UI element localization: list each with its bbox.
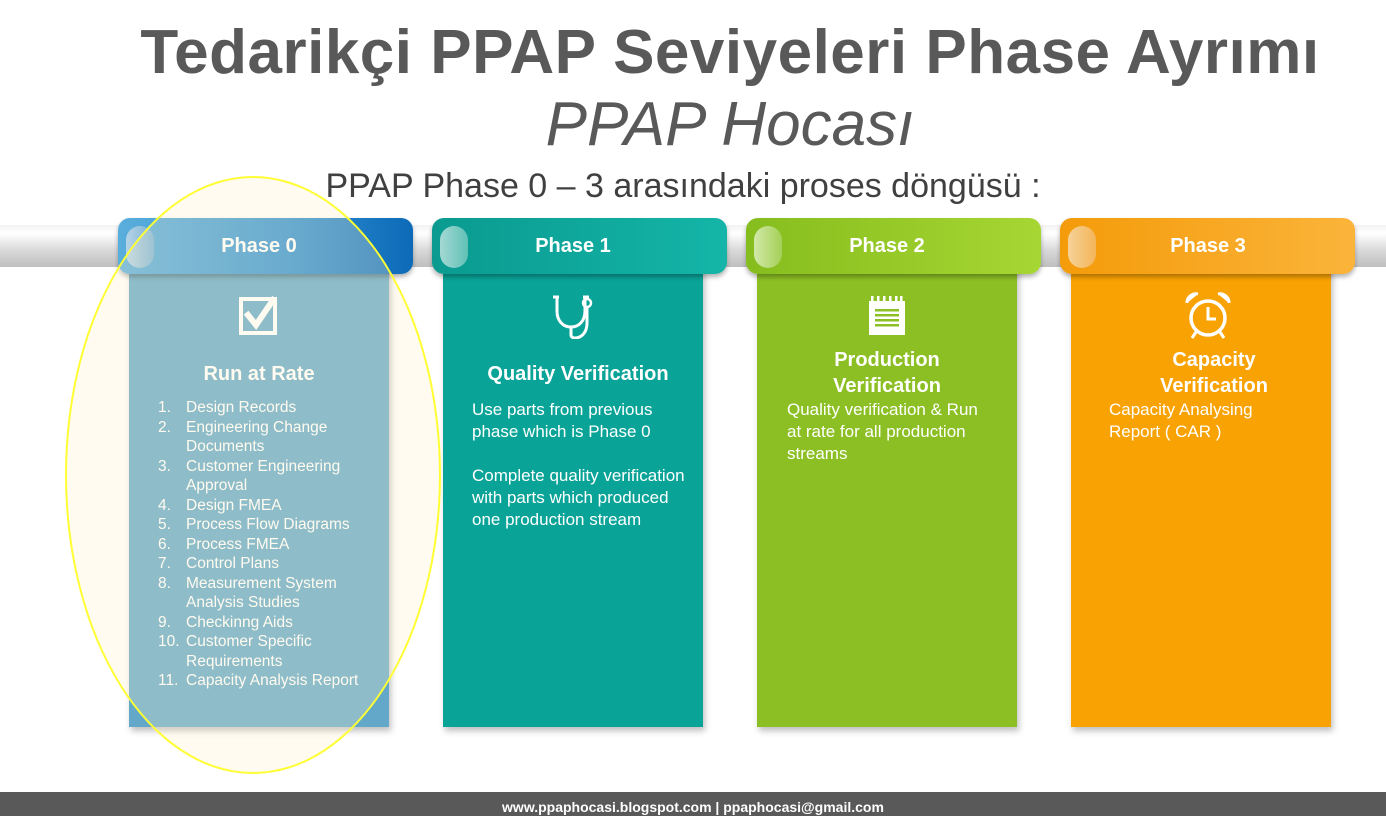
list-number: 5.: [158, 516, 171, 533]
list-number: 4.: [158, 496, 171, 514]
list-item: [158, 554, 378, 574]
phase-2-description: [787, 399, 987, 465]
list-item: [158, 574, 378, 613]
list-item-text: Customer Specific Requirements: [186, 633, 312, 670]
list-item-text: Control Plans: [186, 555, 280, 572]
paragraph: Quality verification & Run at rate for all production streams: [787, 400, 978, 463]
phase-0-requirements-list: [158, 398, 378, 691]
page-subtitle: PPAP Hocası: [545, 90, 915, 159]
list-item: [158, 671, 378, 691]
paragraph: Complete quality verification with parts which produced one production stream: [472, 466, 685, 529]
footer: www.ppaphocasi.blogspot.com | ppaphocasi@gmail.com: [0, 792, 1386, 816]
phase-2-heading: Production Verification: [833, 349, 941, 397]
phase-0-icon-wrap: [129, 290, 389, 342]
list-number: 8.: [158, 574, 171, 592]
list-item-text: Engineering Change Documents: [186, 418, 328, 455]
list-item: [158, 535, 378, 555]
list-number: 1.: [158, 399, 171, 416]
phase-3-icon-wrap: [1078, 290, 1338, 342]
paragraph: Capacity Analysing Report ( CAR ): [1109, 400, 1253, 441]
cycle-description: PPAP Phase 0 – 3 arasındaki proses döngüsü :: [325, 167, 1041, 205]
paragraph: Use parts from previous phase which is Phase 0: [472, 400, 653, 441]
list-number: 2.: [158, 418, 171, 436]
phase-1-heading: Quality Verification: [487, 363, 669, 385]
list-item: [158, 496, 378, 516]
alarm-clock-icon: [1183, 291, 1233, 341]
list-item: [158, 457, 378, 496]
list-number: 3.: [158, 457, 171, 475]
list-number: 10.: [158, 633, 180, 650]
list-number: 7.: [158, 555, 171, 572]
page-title: Tedarikçi PPAP Seviyeleri Phase Ayrımı: [140, 18, 1320, 87]
list-item-text: Process FMEA: [186, 535, 290, 553]
phase-3-label: Phase 3: [1170, 235, 1246, 257]
list-item-text: Capacity Analysis Report: [186, 672, 359, 689]
list-item: [158, 418, 378, 457]
phase-2-label: Phase 2: [849, 235, 925, 257]
list-item-text: Process Flow Diagrams: [186, 516, 350, 533]
list-item-text: Design Records: [186, 399, 297, 416]
list-item-text: Measurement System Analysis Studies: [186, 574, 337, 611]
list-item: [158, 515, 378, 535]
list-number: 9.: [158, 613, 171, 631]
phase-1-icon-wrap: [443, 290, 703, 342]
phase-3-heading: Capacity Verification: [1160, 349, 1268, 397]
phase-1-description: [472, 399, 692, 531]
phase-1-label: Phase 1: [535, 235, 611, 257]
phase-0-label: Phase 0: [221, 235, 297, 257]
list-item-text: Checkinng Aids: [186, 613, 293, 631]
phase-3-description: [1109, 399, 1299, 443]
stethoscope-icon: [551, 293, 595, 339]
list-number: 11.: [158, 672, 179, 689]
list-item-text: Customer Engineering Approval: [186, 457, 341, 494]
notepad-icon: [867, 295, 907, 337]
list-item: [158, 398, 378, 418]
phase-0-heading: Run at Rate: [203, 363, 315, 385]
list-item-text: Design FMEA: [186, 496, 282, 514]
phase-2-icon-wrap: [757, 290, 1017, 342]
list-item: [158, 613, 378, 633]
list-item: [158, 632, 378, 671]
list-number: 6.: [158, 535, 171, 553]
checkbox-icon: [239, 295, 279, 337]
